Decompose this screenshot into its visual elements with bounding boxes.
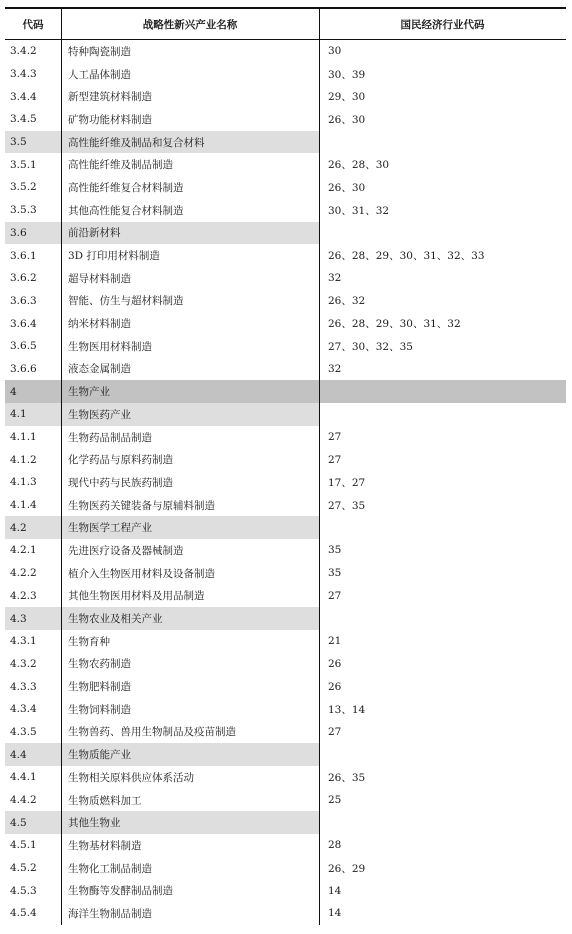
table-row [5,675,566,698]
table-row [5,721,566,744]
row-code: 3.4.5 [10,113,37,126]
row-industry-code: 25 [328,794,342,807]
row-industry-code: 27 [328,725,342,738]
row-industry-name: 人工晶体制造 [68,68,131,81]
row-code: 4.1.4 [10,499,37,512]
row-industry-code: 21 [328,635,342,648]
row-code: 4.5.4 [10,907,37,920]
row-code: 3.5 [5,131,61,154]
row-industry-code: 26 [328,657,342,670]
row-industry-name: 前沿新材料 [61,222,319,245]
row-code: 4.5.3 [10,884,37,897]
table-row [5,448,566,471]
row-code: 4.2.3 [10,589,37,602]
row-industry-name: 高性能纤维及制品和复合材料 [61,131,319,154]
row-industry-code [319,743,566,766]
row-industry-name: 生物肥料制造 [68,681,131,694]
header-industry-code: 国民经济行业代码 [400,18,485,31]
header-code: 代码 [22,18,44,31]
row-industry-code: 30、31、32 [328,204,390,217]
row-industry-name: 生物医药产业 [61,403,319,426]
row-code: 3.6.6 [10,362,37,375]
table-row-category [5,811,566,834]
table-row [5,902,566,925]
row-code: 4.4 [5,743,61,766]
row-industry-name: 植介入生物医用材料及设备制造 [68,567,215,580]
table-row [5,789,566,812]
row-code: 4.1.1 [10,431,37,444]
row-industry-code: 35 [328,544,342,557]
row-code: 4.1.2 [10,453,37,466]
row-industry-name: 液态金属制造 [68,363,131,376]
row-industry-code: 13、14 [328,703,366,716]
row-code: 4.2.1 [10,544,37,557]
row-industry-name: 生物饲料制造 [68,703,131,716]
table-row [5,358,566,381]
row-industry-code: 26、29 [328,862,366,875]
table-row-category [5,380,566,403]
row-industry-name: 生物相关原料供应体系活动 [68,771,194,784]
row-code: 4.1.3 [10,476,37,489]
row-code: 4.2 [5,516,61,539]
column-divider [319,9,320,39]
row-industry-code: 28 [328,839,342,852]
row-code: 4.1 [5,403,61,426]
row-industry-code: 14 [328,884,342,897]
row-industry-name: 现代中药与民族药制造 [68,476,173,489]
row-industry-name: 特种陶瓷制造 [68,45,131,58]
row-code: 4.3.1 [10,635,37,648]
row-industry-code [319,516,566,539]
row-code: 4.3.5 [10,725,37,738]
column-divider [61,40,62,925]
row-code: 3.5.1 [10,158,37,171]
row-industry-code: 30、39 [328,68,366,81]
row-industry-code [319,380,566,403]
row-industry-code [319,222,566,245]
table-row-category [5,403,566,426]
row-industry-code [319,131,566,154]
table-row [5,108,566,131]
row-industry-code: 26、28、29、30、31、32 [328,318,461,331]
row-industry-name: 新型建筑材料制造 [68,91,152,104]
row-industry-name: 矿物功能材料制造 [68,113,152,126]
row-industry-name: 生物医药关键装备与原辅料制造 [68,499,215,512]
table-row [5,494,566,517]
table-row [5,653,566,676]
table-row [5,40,566,63]
row-code: 3.6.4 [10,317,37,330]
row-industry-name: 生物产业 [68,386,110,399]
row-industry-code: 26、28、30 [328,159,390,172]
row-code: 4.3.3 [10,680,37,693]
row-industry-name: 生物质燃料加工 [68,794,142,807]
row-code: 3.4.2 [10,45,37,58]
row-code: 4.5 [5,811,61,834]
row-code: 3.6.3 [10,294,37,307]
table-header [5,7,566,40]
table-row [5,63,566,86]
row-industry-code: 29、30 [328,91,366,104]
row-industry-code: 27 [328,589,342,602]
table-row [5,630,566,653]
row-code: 4.4.2 [10,794,37,807]
row-code: 4.5.1 [10,839,37,852]
row-industry-name: 生物医学工程产业 [61,516,319,539]
row-industry-name: 其他生物业 [61,811,319,834]
table-row [5,834,566,857]
table-row [5,857,566,880]
row-industry-name: 高性能纤维及制品制造 [68,159,173,172]
row-industry-name: 超导材料制造 [68,272,131,285]
table-row [5,562,566,585]
row-industry-name: 生物农药制造 [68,658,131,671]
row-industry-code: 26、30 [328,181,366,194]
row-code: 4.2.2 [10,567,37,580]
row-industry-code: 14 [328,907,342,920]
row-industry-name: 先进医疗设备及器械制造 [68,544,184,557]
row-code: 4.3 [5,607,61,630]
table-row [5,85,566,108]
table-row-category [5,607,566,630]
row-industry-name: 生物质能产业 [61,743,319,766]
row-code: 3.5.2 [10,181,37,194]
row-industry-name: 智能、仿生与超材料制造 [68,295,184,308]
row-industry-code: 30 [328,45,342,58]
row-code: 4 [10,385,17,398]
table-row [5,153,566,176]
row-code: 4.3.2 [10,657,37,670]
row-code: 3.6.5 [10,340,37,353]
row-industry-code: 17、27 [328,476,366,489]
table-row-category [5,131,566,154]
table-row [5,199,566,222]
row-code: 4.5.2 [10,862,37,875]
table-row [5,335,566,358]
table-row [5,539,566,562]
row-industry-name: 生物基材料制造 [68,839,142,852]
table-row [5,471,566,494]
table-row [5,585,566,608]
row-industry-name: 高性能纤维复合材料制造 [68,181,184,194]
row-code: 3.6 [5,222,61,245]
table-row [5,312,566,335]
row-code: 3.6.2 [10,272,37,285]
row-industry-name: 生物化工制品制造 [68,862,152,875]
row-industry-code: 26、35 [328,771,366,784]
table-body [5,40,566,925]
row-industry-name: 纳米材料制造 [68,318,131,331]
row-industry-name: 生物药品制品制造 [68,431,152,444]
row-industry-code: 26、32 [328,295,366,308]
row-code: 3.4.4 [10,90,37,103]
row-industry-code: 27 [328,431,342,444]
table-row [5,290,566,313]
table-row [5,176,566,199]
row-industry-name: 生物农业及相关产业 [61,607,319,630]
table-row [5,267,566,290]
row-industry-code: 32 [328,362,342,375]
row-industry-code: 27、35 [328,499,366,512]
table-row [5,244,566,267]
table-row-category [5,516,566,539]
row-industry-name: 生物医用材料制造 [68,340,152,353]
industry-classification-table [5,7,566,925]
row-industry-code: 32 [328,272,342,285]
column-divider [61,9,62,39]
column-divider [319,40,320,925]
row-industry-name: 化学药品与原料药制造 [68,454,173,467]
row-industry-name: 3D 打印用材料制造 [68,250,160,263]
row-industry-name: 海洋生物制品制造 [68,907,152,920]
row-industry-code: 26、30 [328,113,366,126]
row-industry-name: 其他生物医用材料及用品制造 [68,590,205,603]
table-row [5,766,566,789]
row-industry-name: 生物育种 [68,635,110,648]
row-industry-code: 27、30、32、35 [328,340,413,353]
table-row-category [5,222,566,245]
table-row-category [5,743,566,766]
row-code: 4.4.1 [10,771,37,784]
row-code: 3.5.3 [10,204,37,217]
row-code: 3.6.1 [10,249,37,262]
row-industry-code: 26 [328,680,342,693]
row-industry-name: 生物酶等发酵制品制造 [68,885,173,898]
row-industry-name: 其他高性能复合材料制造 [68,204,184,217]
row-code: 3.4.3 [10,68,37,81]
row-industry-code: 26、28、29、30、31、32、33 [328,250,485,263]
row-industry-code [319,811,566,834]
row-industry-code [319,403,566,426]
row-industry-code: 27 [328,453,342,466]
row-industry-code: 35 [328,567,342,580]
table-row [5,879,566,902]
table-row [5,426,566,449]
header-name: 战略性新兴产业名称 [142,18,238,31]
row-industry-name: 生物兽药、兽用生物制品及疫苗制造 [68,726,236,739]
row-code: 4.3.4 [10,703,37,716]
row-industry-code [319,607,566,630]
table-row [5,698,566,721]
